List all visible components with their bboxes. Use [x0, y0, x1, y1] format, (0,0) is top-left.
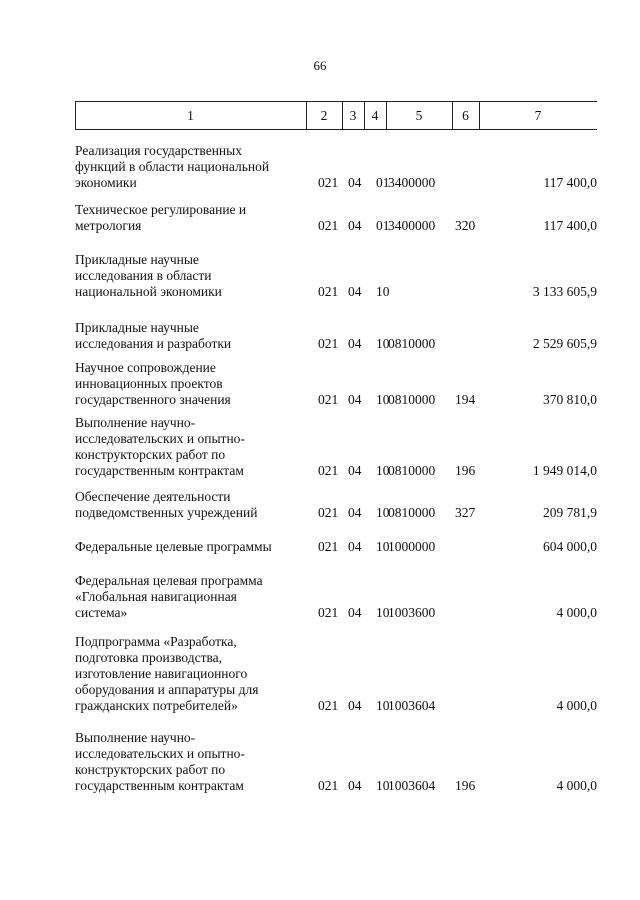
cell-col-4: 10: [376, 336, 390, 351]
cell-col-5: 1003604: [388, 778, 436, 793]
cell-col-6: 194: [455, 392, 476, 407]
cell-col-6: 320: [455, 218, 476, 233]
description-line: Федеральные целевые программы: [75, 539, 272, 554]
description-line: Научное сопровождение: [75, 360, 216, 375]
cell-col-2: 021: [318, 698, 339, 713]
cell-col-4: 01: [376, 218, 390, 233]
table-row: [0, 539, 640, 555]
cell-col-5: 0810000: [388, 392, 436, 407]
cell-col-4: 10: [376, 698, 390, 713]
table-row: [0, 415, 640, 479]
cell-col-2: 021: [318, 463, 339, 478]
table-row: [0, 320, 640, 352]
description-line: Обеспечение деятельности: [75, 489, 231, 504]
cell-col-2: 021: [318, 175, 339, 190]
description-line: Федеральная целевая программа: [75, 573, 263, 588]
table-row: [0, 573, 640, 621]
cell-col-5: 0810000: [388, 463, 436, 478]
description-line: метрология: [75, 218, 142, 233]
cell-col-2: 021: [318, 218, 339, 233]
cell-col-3: 04: [348, 605, 362, 620]
description-line: система»: [75, 605, 128, 620]
description-line: подготовка производства,: [75, 650, 223, 665]
description-line: Подпрограмма «Разработка,: [75, 634, 237, 649]
cell-col-2: 021: [318, 778, 339, 793]
cell-col-4: 10: [376, 284, 390, 299]
cell-col-3: 04: [348, 505, 362, 520]
description-line: изготовление навигационного: [75, 666, 248, 681]
row-description: [75, 143, 315, 191]
cell-col-2: 021: [318, 336, 339, 351]
cell-col-5: 0810000: [388, 505, 436, 520]
cell-col-5: 1003600: [388, 605, 436, 620]
row-description: [75, 415, 315, 479]
cell-col-4: 10: [376, 778, 390, 793]
row-description: [75, 539, 315, 555]
description-line: Выполнение научно-: [75, 730, 196, 745]
row-description: [75, 202, 315, 234]
description-line: конструкторских работ по: [75, 447, 226, 462]
cell-col-7: 4 000,0: [556, 698, 597, 713]
cell-col-2: 021: [318, 392, 339, 407]
cell-col-7: 370 810,0: [543, 392, 597, 407]
row-description: [75, 320, 315, 352]
table-row: [0, 489, 640, 521]
row-description: [75, 573, 315, 621]
cell-col-4: 10: [376, 605, 390, 620]
cell-col-5: 3400000: [388, 175, 436, 190]
cell-col-5: 0810000: [388, 336, 436, 351]
description-line: оборудования и аппаратуры для: [75, 682, 259, 697]
header-col-1: 1: [187, 108, 194, 123]
description-line: функций в области национальной: [75, 159, 270, 174]
cell-col-3: 04: [348, 539, 362, 554]
description-line: государственным контрактам: [75, 778, 244, 793]
cell-col-7: 1 949 014,0: [532, 463, 597, 478]
table-row: [0, 143, 640, 191]
cell-col-3: 04: [348, 392, 362, 407]
header-col-7: 7: [534, 108, 542, 123]
header-col-6: 6: [462, 108, 469, 123]
cell-col-3: 04: [348, 284, 362, 299]
page-number: 66: [313, 58, 327, 73]
row-description: [75, 360, 315, 408]
description-line: гражданских потребителей»: [75, 698, 238, 713]
description-line: Техническое регулирование и: [75, 202, 247, 217]
description-line: исследовательских и опытно-: [75, 746, 245, 761]
row-description: [75, 730, 315, 794]
cell-col-4: 10: [376, 392, 390, 407]
description-line: конструкторских работ по: [75, 762, 226, 777]
cell-col-7: 604 000,0: [543, 539, 597, 554]
cell-col-7: 4 000,0: [556, 778, 597, 793]
cell-col-2: 021: [318, 539, 339, 554]
cell-col-3: 04: [348, 463, 362, 478]
cell-col-6: 196: [455, 463, 476, 478]
description-line: исследовательских и опытно-: [75, 431, 245, 446]
row-description: [75, 489, 315, 521]
description-line: Реализация государственных: [75, 143, 242, 158]
cell-col-7: 117 400,0: [543, 175, 597, 190]
table-row: [0, 730, 640, 794]
cell-col-7: 3 133 605,9: [532, 284, 597, 299]
table-row: [0, 252, 640, 300]
table-row: [0, 360, 640, 408]
description-line: исследования и разработки: [75, 336, 232, 351]
description-line: государственным контрактам: [75, 463, 244, 478]
cell-col-3: 04: [348, 336, 362, 351]
description-line: национальной экономики: [75, 284, 222, 299]
row-description: [75, 634, 315, 714]
cell-col-3: 04: [348, 218, 362, 233]
cell-col-4: 10: [376, 463, 390, 478]
cell-col-7: 2 529 605,9: [532, 336, 597, 351]
description-line: экономики: [75, 175, 137, 190]
cell-col-6: 327: [455, 505, 476, 520]
cell-col-2: 021: [318, 284, 339, 299]
header-col-4: 4: [371, 108, 379, 123]
cell-col-4: 01: [376, 175, 390, 190]
cell-col-2: 021: [318, 505, 339, 520]
table-header: [75, 101, 597, 130]
table-row: [0, 202, 640, 234]
header-col-5: 5: [415, 108, 423, 123]
header-col-2: 2: [320, 108, 328, 123]
table-row: [0, 634, 640, 714]
description-line: Выполнение научно-: [75, 415, 196, 430]
cell-col-3: 04: [348, 698, 362, 713]
description-line: «Глобальная навигационная: [75, 589, 237, 604]
cell-col-5: 3400000: [388, 218, 436, 233]
row-description: [75, 252, 315, 300]
cell-col-5: 1003604: [388, 698, 436, 713]
cell-col-4: 10: [376, 505, 390, 520]
cell-col-6: 196: [455, 778, 476, 793]
cell-col-4: 10: [376, 539, 390, 554]
cell-col-5: 1000000: [388, 539, 436, 554]
description-line: Прикладные научные: [75, 320, 199, 335]
description-line: государственного значения: [75, 392, 231, 407]
description-line: исследования в области: [75, 268, 212, 283]
header-col-3: 3: [349, 108, 357, 123]
cell-col-7: 209 781,9: [543, 505, 597, 520]
cell-col-2: 021: [318, 605, 339, 620]
description-line: подведомственных учреждений: [75, 505, 258, 520]
cell-col-7: 4 000,0: [556, 605, 597, 620]
description-line: Прикладные научные: [75, 252, 199, 267]
cell-col-3: 04: [348, 175, 362, 190]
cell-col-7: 117 400,0: [543, 218, 597, 233]
cell-col-3: 04: [348, 778, 362, 793]
description-line: инновационных проектов: [75, 376, 223, 391]
